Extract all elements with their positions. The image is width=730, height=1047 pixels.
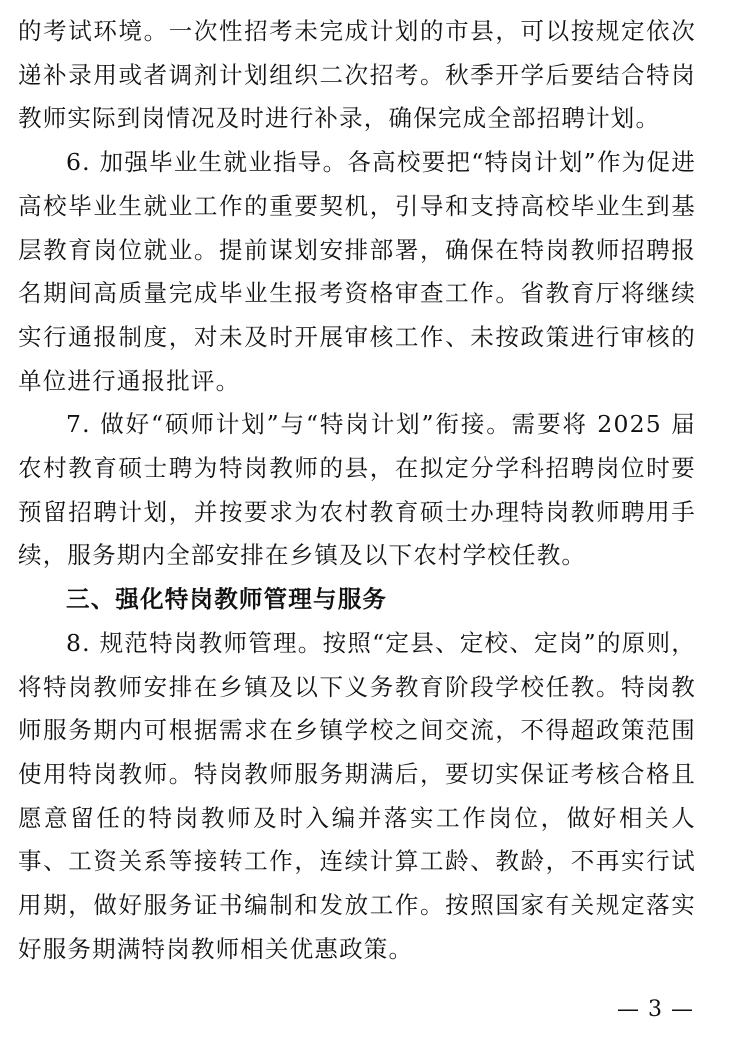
paragraph-item-8: 8. 规范特岗教师管理。按照“定县、定校、定岗”的原则，将特岗教师安排在乡镇及以下义务教育阶段学校任教。特岗教师服务期内可根据需求在乡镇学校之间交流，不得超政策范围使用特岗教师。特岗教师服务期满后，要切实保证考核合格且愿意留任的特岗教师及时入编并落实工作岗位，做好相关人事、工资关系等接转工作，连续计算工龄、教龄，不再实行试用期，做好服务证书编制和发放工作。按照国家有关规定落实好服务期满特岗教师相关优惠政策。 xyxy=(18,628,696,963)
section-heading: 三、强化特岗教师管理与服务 xyxy=(66,585,388,614)
page-number: — 3 — xyxy=(617,997,694,1022)
document-page xyxy=(18,10,696,971)
paragraph-item-6: 6. 加强毕业生就业指导。各高校要把“特岗计划”作为促进高校毕业生就业工作的重要契机，引导和支持高校毕业生到基层教育岗位就业。提前谋划安排部署，确保在特岗教师招聘报名期间高质量完成毕业生报考资格审查工作。省教育厅将继续实行通报制度，对未及时开展审核工作、未按政策进行审核的单位进行通报批评。 xyxy=(18,148,696,395)
paragraph-continued: 的考试环境。一次性招考未完成计划的市县，可以按规定依次递补录用或者调剂计划组织二次招考。秋季开学后要结合特岗教师实际到岗情况及时进行补录，确保完成全部招聘计划。 xyxy=(18,17,696,133)
paragraph-item-7: 7. 做好“硕师计划”与“特岗计划”衔接。需要将 2025 届农村教育硕士聘为特岗教师的县，在拟定分学科招聘岗位时要预留招聘计划，并按要求为农村教育硕士办理特岗教师聘用手续，服务期内全部安排在乡镇及以下农村学校任教。 xyxy=(18,410,696,570)
